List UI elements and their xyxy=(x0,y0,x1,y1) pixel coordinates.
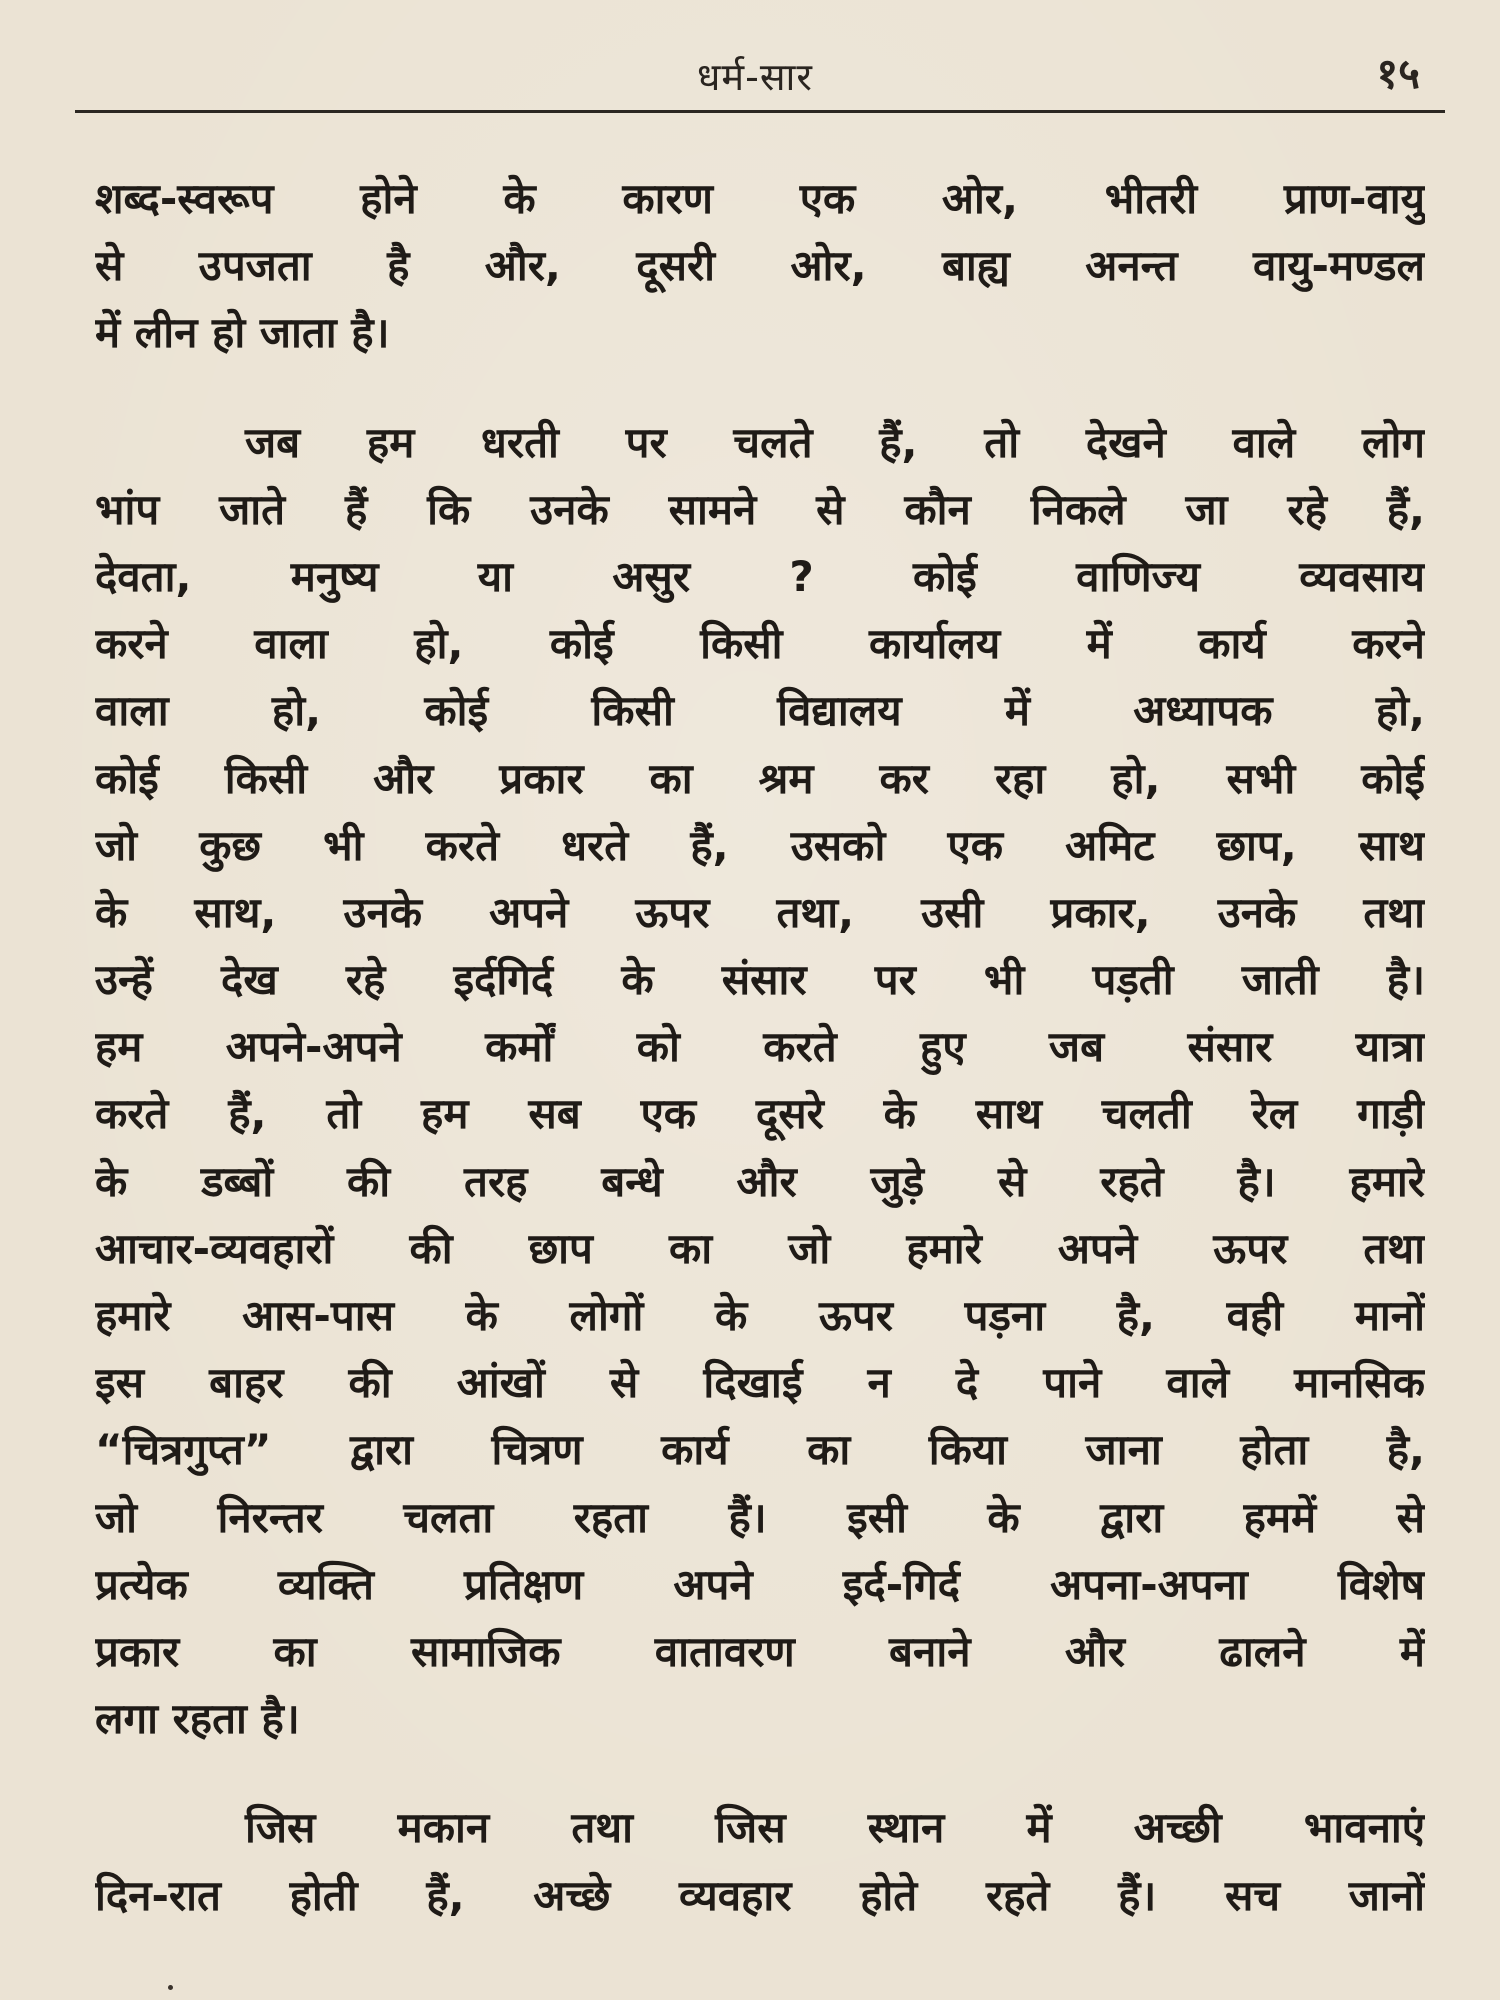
text-line: जब हम धरती पर चलते हैं, तो देखने वाले लोग xyxy=(245,417,1425,467)
page-header xyxy=(70,36,1440,106)
running-title: धर्म-सार xyxy=(697,55,813,99)
text-line: करते हैं, तो हम सब एक दूसरे के साथ चलती रेल गाड़ी xyxy=(95,1089,1425,1139)
text-line: उन्हें देख रहे इर्दगिर्द के संसार पर भी पड़ती जाती है। xyxy=(95,955,1425,1005)
text-line: प्रत्येक व्यक्ति प्रतिक्षण अपने इर्द-गिर्द अपना-अपना विशेष xyxy=(95,1559,1425,1609)
page-number: १५ xyxy=(1376,49,1420,98)
text-line: करने वाला हो, कोई किसी कार्यालय में कार्य करने xyxy=(95,619,1425,669)
text-line: जो निरन्तर चलता रहता हैं। इसी के द्वारा हममें से xyxy=(95,1492,1425,1542)
text-line: शब्द-स्वरूप होने के कारण एक ओर, भीतरी प्राण-वायु xyxy=(95,174,1425,223)
text-line: में लीन हो जाता है। xyxy=(95,308,390,358)
text-line: के साथ, उनके अपने ऊपर तथा, उसी प्रकार, उनके तथा xyxy=(95,887,1425,937)
text-line: जो कुछ भी करते धरते हैं, उसको एक अमिट छाप, साथ xyxy=(95,820,1425,870)
header-rule xyxy=(75,110,1445,113)
text-line: आचार-व्यवहारों की छाप का जो हमारे अपने ऊपर तथा xyxy=(95,1223,1425,1273)
text-line: के डब्बों की तरह बन्धे और जुड़े से रहते है। हमारे xyxy=(95,1156,1425,1206)
paragraph xyxy=(95,1794,1425,1928)
paragraph xyxy=(95,409,1425,1753)
text-line: कोई किसी और प्रकार का श्रम कर रहा हो, सभी कोई xyxy=(95,753,1425,803)
text-line: हमारे आस-पास के लोगों के ऊपर पड़ना है, वही मानों xyxy=(95,1291,1425,1340)
text-line: वाला हो, कोई किसी विद्यालय में अध्यापक हो, xyxy=(95,686,1425,736)
print-speck xyxy=(168,1985,173,1990)
text-line: इस बाहर की आंखों से दिखाई न दे पाने वाले मानसिक xyxy=(95,1358,1425,1408)
text-line: “चित्रगुप्त” द्वारा चित्रण कार्य का किया जाना होता है, xyxy=(95,1425,1425,1475)
text-line: दिन-रात होती हैं, अच्छे व्यवहार होते रहते हैं। सच जानों xyxy=(95,1870,1425,1920)
text-line: प्रकार का सामाजिक वातावरण बनाने और ढालने में xyxy=(95,1626,1425,1676)
text-line: जिस मकान तथा जिस स्थान में अच्छी भावनाएं xyxy=(245,1803,1425,1853)
text-line: भांप जाते हैं कि उनके सामने से कौन निकले जा रहे हैं, xyxy=(95,484,1425,534)
text-line: लगा रहता है। xyxy=(95,1694,300,1744)
text-line: देवता, मनुष्य या असुर ? कोई वाणिज्य व्यवसाय xyxy=(95,551,1425,601)
paragraph xyxy=(95,165,1425,367)
body-text xyxy=(95,165,1425,1929)
text-line: हम अपने-अपने कर्मों को करते हुए जब संसार यात्रा xyxy=(95,1022,1425,1072)
text-line: से उपजता है और, दूसरी ओर, बाह्य अनन्त वायु-मण्डल xyxy=(95,241,1425,291)
